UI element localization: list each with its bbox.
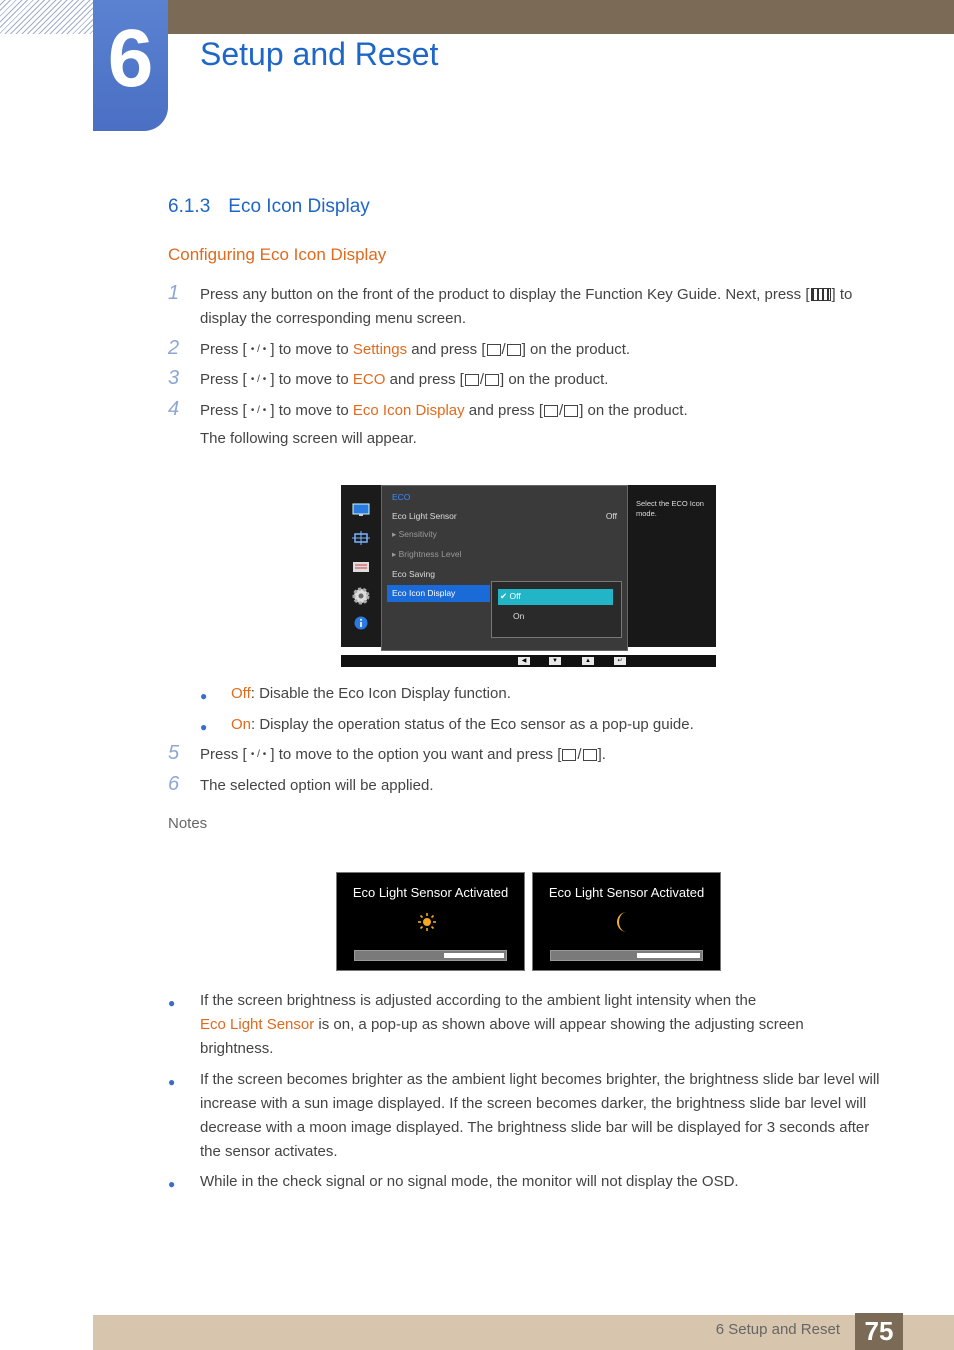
- osd-key-guide: [341, 655, 716, 667]
- enter-key-icon: ↵: [614, 657, 626, 665]
- osd-option: [500, 591, 521, 602]
- osd-menu-panel: [381, 485, 628, 651]
- step-text-part: ] on the product.: [579, 402, 688, 419]
- source-icon: [487, 344, 501, 356]
- step-text-part: Press any button on the front of the product to display the Function Key Guide. Next, press [: [200, 286, 810, 303]
- step-text: display the corresponding menu screen.: [200, 310, 466, 327]
- brightness-fill: [444, 953, 504, 958]
- arrow-keys-icon: • / •: [250, 405, 267, 416]
- step-number: 2: [168, 337, 180, 359]
- step-number: 3: [168, 367, 180, 389]
- section-number: 6.1.3: [168, 196, 211, 217]
- step-number: 5: [168, 742, 180, 764]
- down-key-icon: ▼: [549, 657, 561, 665]
- osd-menu-value: Off: [605, 511, 617, 521]
- popup-title: Eco Light Sensor Activated: [548, 885, 705, 900]
- osd-help-panel: [628, 485, 716, 647]
- step-text: Press [ • / • ] to move to the option you want and press [ / ].: [200, 746, 606, 763]
- option-on: [231, 716, 694, 733]
- option-desc: : Disable the Eco Icon Display function.: [250, 685, 511, 702]
- step-text-part: and press [: [385, 371, 464, 388]
- check-icon: ✔: [500, 591, 508, 601]
- step-text-part: ] on the product.: [500, 371, 609, 388]
- arrow-keys-icon: • / •: [250, 374, 267, 385]
- step-text-part: ] to: [831, 286, 853, 303]
- bullet-icon: ●: [200, 720, 208, 734]
- osd-help-text: Select the ECO Icon mode.: [636, 499, 704, 518]
- section-heading: [168, 196, 370, 218]
- settings-list-icon: [352, 560, 370, 574]
- note-paragraph: [200, 989, 890, 1061]
- chapter-number: 6: [93, 0, 168, 131]
- step-text-part: Press [: [200, 746, 251, 763]
- popup-title: Eco Light Sensor Activated: [352, 885, 509, 900]
- menu-icon: [811, 288, 831, 301]
- highlight-term: ECO: [352, 371, 386, 388]
- osd-menu-item[interactable]: ▸ Sensitivity: [392, 529, 437, 539]
- enter-icon: [583, 749, 597, 761]
- step-text-part: ] to move to the option you want and press [: [266, 746, 562, 763]
- osd-screenshot: [341, 485, 716, 667]
- arrow-keys-icon: • / •: [250, 344, 267, 355]
- step-text-part: ] to move to: [266, 341, 353, 358]
- step-number: 4: [168, 398, 180, 420]
- header-bar: [93, 0, 954, 34]
- sun-icon: [417, 912, 437, 932]
- osd-menu-item[interactable]: Eco Light Sensor: [392, 511, 457, 521]
- osd-menu-title: ECO: [392, 492, 411, 502]
- step-text-part: ].: [597, 746, 606, 763]
- enter-icon: [485, 374, 499, 386]
- osd-option-popup: [491, 581, 622, 638]
- note-text: is on, a pop-up as shown above will appear showing the adjusting screen: [314, 1016, 804, 1033]
- step-number: 1: [168, 282, 180, 304]
- step-text-part: Press [: [200, 371, 251, 388]
- moon-icon: [612, 910, 634, 934]
- sun-popup: [336, 872, 525, 971]
- step-text-part: ] to move to: [266, 371, 353, 388]
- step-text-part: Press [: [200, 341, 251, 358]
- page-number: 75: [855, 1313, 903, 1350]
- bullet-icon: ●: [168, 1177, 176, 1191]
- corner-hatch: [0, 0, 93, 34]
- bullet-icon: ●: [168, 996, 176, 1010]
- osd-menu-item-label: Sensitivity: [398, 529, 437, 539]
- note-text: If the screen brightness is adjusted according to the ambient light intensity when the: [200, 992, 757, 1009]
- option-off: [231, 685, 511, 702]
- step-text: Press [ • / • ] to move to Eco Icon Display and press [ / ] on the product.: [200, 402, 688, 419]
- source-icon: [465, 374, 479, 386]
- osd-menu-item[interactable]: ▸ Brightness Level: [392, 549, 462, 559]
- step-text-part: and press [: [407, 341, 486, 358]
- osd-option-label: Off: [509, 591, 521, 601]
- info-icon: [352, 616, 370, 630]
- note-paragraph: If the screen becomes brighter as the ambient light becomes brighter, the brightness slide bar level will increase with a sun image displayed. If the screen becomes darker, the brightness slide bar level will decrease with a moon image displayed. The brightness slide bar will be displayed for 3 seconds after the sensor activates.: [200, 1071, 880, 1160]
- option-label: Off: [231, 685, 251, 702]
- arrow-keys-icon: • / •: [250, 749, 267, 760]
- section-title: Eco Icon Display: [228, 196, 370, 217]
- left-key-icon: ◀: [518, 657, 530, 665]
- source-icon: [544, 405, 558, 417]
- step-text: The following screen will appear.: [200, 430, 417, 447]
- option-label: On: [231, 716, 252, 733]
- source-icon: [562, 749, 576, 761]
- size-position-icon: [352, 531, 370, 545]
- step-text: [200, 286, 852, 303]
- option-desc: : Display the operation status of the Eco sensor as a pop-up guide.: [251, 716, 694, 733]
- osd-menu-item[interactable]: Eco Saving: [392, 569, 435, 579]
- picture-icon: [352, 503, 370, 517]
- notes-heading: Notes: [168, 815, 208, 832]
- footer-text: 6 Setup and Reset: [715, 1321, 840, 1338]
- osd-menu-item-selected: Eco Icon Display: [392, 588, 456, 598]
- step-text-part: ] to move to: [266, 402, 353, 419]
- enter-icon: [564, 405, 578, 417]
- step-text: Press [ • / • ] to move to ECO and press [ / ] on the product.: [200, 371, 609, 388]
- brightness-fill: [637, 953, 700, 958]
- brightness-slide-bar: [354, 950, 507, 961]
- highlight-term: Eco Light Sensor: [200, 1016, 315, 1033]
- step-text: Press [ • / • ] to move to Settings and press [ / ] on the product.: [200, 341, 631, 358]
- highlight-term: Eco Icon Display: [352, 402, 465, 419]
- up-key-icon: ▲: [582, 657, 594, 665]
- step-text-part: and press [: [464, 402, 544, 419]
- osd-icon-column: [341, 485, 381, 647]
- brightness-slide-bar: [550, 950, 703, 961]
- note-paragraph: While in the check signal or no signal mode, the monitor will not display the OSD.: [200, 1173, 739, 1190]
- enter-icon: [507, 344, 521, 356]
- highlight-term: Settings: [352, 341, 408, 358]
- step-number: 6: [168, 773, 180, 795]
- bullet-icon: ●: [168, 1075, 176, 1089]
- osd-option[interactable]: On: [513, 611, 525, 621]
- note-text: brightness.: [200, 1040, 274, 1057]
- step-text: The selected option will be applied.: [200, 777, 434, 794]
- subsection-heading: Configuring Eco Icon Display: [168, 245, 387, 264]
- step-text-part: Press [: [200, 402, 251, 419]
- osd-menu-item-label: Brightness Level: [398, 549, 462, 559]
- gear-icon: [352, 587, 370, 605]
- chapter-title: Setup and Reset: [200, 36, 439, 72]
- moon-popup: [532, 872, 721, 971]
- step-text-part: ] on the product.: [521, 341, 631, 358]
- bullet-icon: ●: [200, 689, 208, 703]
